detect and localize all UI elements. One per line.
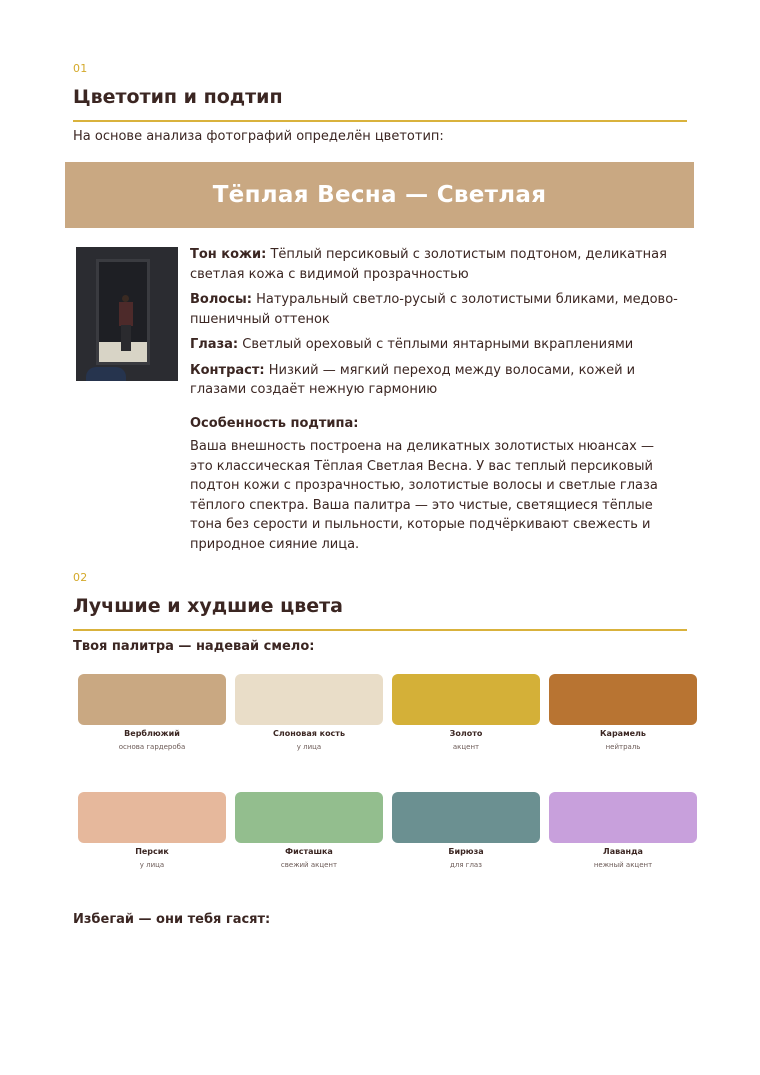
color-swatch xyxy=(78,792,226,843)
swatch-note: нежный акцент xyxy=(593,861,653,869)
color-type-label: Тёплая Весна — Светлая xyxy=(212,182,547,208)
swatch-item xyxy=(549,792,697,869)
color-swatch xyxy=(392,674,540,725)
swatch-name: Персик xyxy=(135,847,169,856)
trait-skin: Тон кожи: Тёплый персиковый с золотистым подтоном, деликатная светлая кожа с видимой прозрачностью xyxy=(190,247,667,282)
swatch-name: Золото xyxy=(449,729,483,738)
swatch-note: акцент xyxy=(452,743,480,751)
color-swatch xyxy=(549,674,697,725)
swatch-name: Карамель xyxy=(600,729,646,738)
swatch-name: Верблюжий xyxy=(124,729,180,738)
swatch-note: свежий акцент xyxy=(280,861,338,869)
swatch-note: у лица xyxy=(296,743,322,751)
swatch-item xyxy=(235,792,383,869)
section-divider xyxy=(73,120,687,122)
swatch-item xyxy=(78,792,226,869)
swatch-note: у лица xyxy=(139,861,165,869)
swatch-name: Лаванда xyxy=(603,847,643,856)
swatch-item xyxy=(392,674,540,751)
section-divider xyxy=(73,629,687,631)
color-swatch xyxy=(549,792,697,843)
swatch-name: Фисташка xyxy=(285,847,333,856)
client-photo xyxy=(76,247,178,381)
color-swatch xyxy=(78,674,226,725)
palette-title: Твоя палитра — надевай смело: xyxy=(73,639,315,654)
subtype-title: Особенность подтипа: xyxy=(190,415,359,431)
section-number: 01 xyxy=(73,62,88,75)
traits-block xyxy=(190,245,680,554)
swatch-name: Бирюза xyxy=(448,847,484,856)
trait-contrast: Контраст: Низкий — мягкий переход между волосами, кожей и глазами создаёт нежную гармонию xyxy=(190,362,636,397)
avoid-title: Избегай — они тебя гасят: xyxy=(73,912,271,927)
color-type-banner xyxy=(65,162,694,228)
swatch-note: основа гардероба xyxy=(118,743,186,751)
swatch-item xyxy=(235,674,383,751)
swatch-note: для глаз xyxy=(450,861,482,869)
intro-text: На основе анализа фотографий определён цветотип: xyxy=(73,129,444,144)
subtype-text: Ваша внешность построена на деликатных золотистых нюансах — это классическая Тёплая Светлая Весна. У вас теплый персиковый подтон кожи с прозрачностью, золотистые волосы и светлые глаза тёплого спектра. Ваша палитра — это чистые, светящиеся тёплые тона без серости и пыльности, которые подчёркивают свежесть и природное сияние лица. xyxy=(190,439,658,552)
swatch-item xyxy=(78,674,226,751)
swatch-note: нейтраль xyxy=(605,743,641,751)
section-title: Цветотип и подтип xyxy=(73,86,283,108)
swatch-name: Слоновая кость xyxy=(273,729,345,738)
color-swatch xyxy=(235,674,383,725)
color-swatch xyxy=(235,792,383,843)
swatch-item xyxy=(549,674,697,751)
section-number: 02 xyxy=(73,571,88,584)
swatch-item xyxy=(392,792,540,869)
section-title: Лучшие и худшие цвета xyxy=(73,595,343,617)
trait-eyes: Глаза: Светлый ореховый с тёплыми янтарными вкраплениями xyxy=(190,337,634,352)
color-swatch xyxy=(392,792,540,843)
trait-hair: Волосы: Натуральный светло-русый с золотистыми бликами, медово-пшеничный оттенок xyxy=(190,292,678,327)
